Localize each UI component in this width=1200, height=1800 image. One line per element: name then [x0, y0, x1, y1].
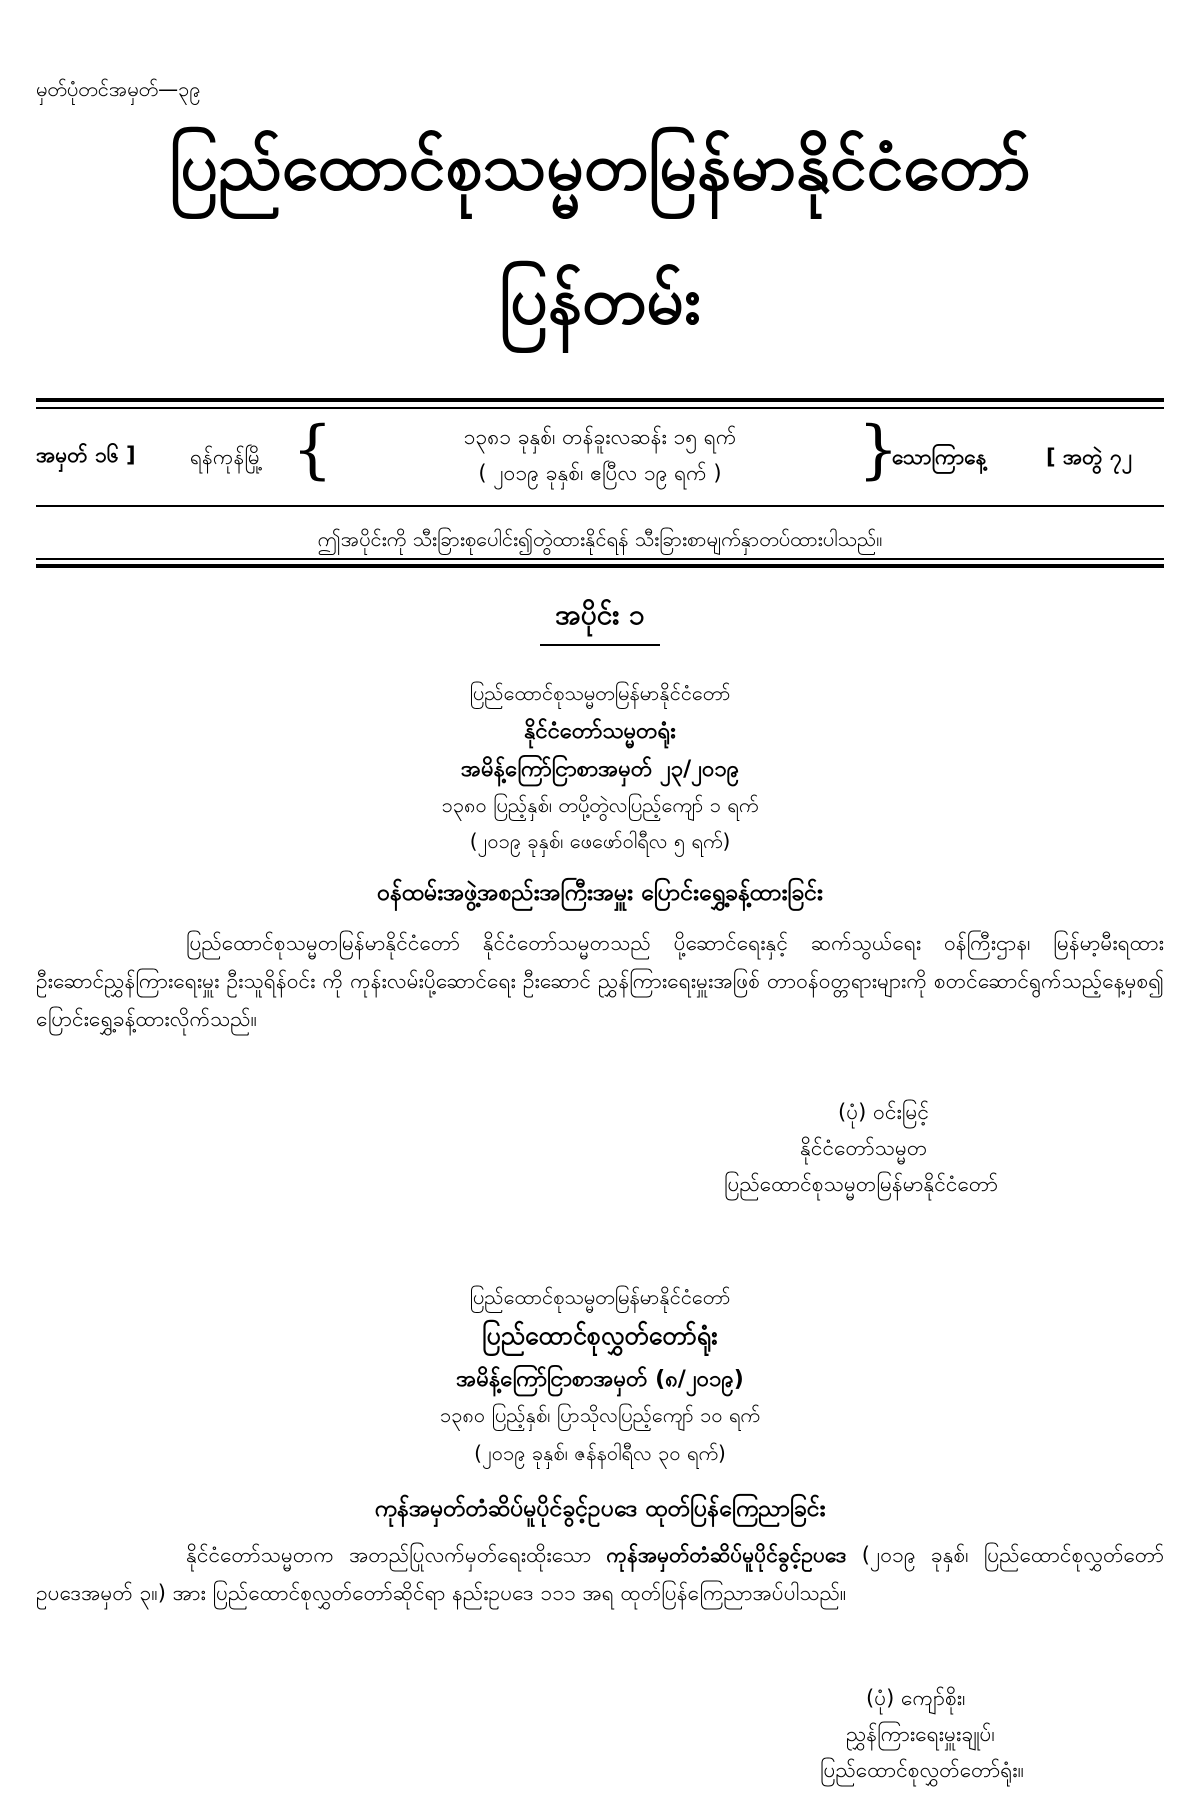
section-order-number: အမိန့်ကြော်ငြာစာအမှတ် (၈/၂၀၁၉) [456, 1367, 744, 1392]
section-heading: ကုန်အမှတ်တံဆိပ်မူပိုင်ခွင့်ဥပဒေ ထုတ်ပြန်ကြေညာခြင်း [374, 1496, 826, 1522]
section-body [36, 1536, 1164, 1612]
law-title: ကုန်အမှတ်တံဆိပ်မူပိုင်ခွင့်ဥပဒေ [606, 1543, 847, 1567]
section-date-gregorian: (၂၀၁၉ ခုနှစ်၊ ဖေဖော်ဝါရီလ ၅ ရက်) [469, 829, 731, 853]
signature-line: (ပုံ) ဝင်းမြင့် [838, 1100, 929, 1124]
section-office: နိုင်ငံတော်သမ္မတရုံး [524, 719, 676, 744]
issue-volume: [ အတွဲ ၇၂ [1046, 445, 1133, 469]
header-rule-bottom-thick [36, 564, 1164, 568]
signature-line: ပြည်ထောင်စုသမ္မတမြန်မာနိုင်ငံတော် [724, 1172, 999, 1196]
registration-number: မှတ်ပုံတင်အမှတ်—၃၉ [36, 77, 201, 101]
gazette-country-title: ပြည်ထောင်စုသမ္မတမြန်မာနိုင်ငံတော် [169, 128, 1031, 205]
signature-block [0, 1680, 1200, 1788]
section-date-myanmar: ၁၃၈၀ ပြည့်နှစ်၊ ပြာသိုလပြည့်ကျော် ၁၀ ရက် [440, 1403, 760, 1427]
part-title-underline [540, 644, 660, 646]
header-rule-bottom-thin [36, 558, 1164, 560]
signature-line: နိုင်ငံတော်သမ္မတ [800, 1136, 928, 1160]
section-body: ပြည်ထောင်စုသမ္မတမြန်မာနိုင်ငံတော် နိုင်ငံတော်သမ္မတသည် ပို့ဆောင်ရေးနှင့် ဆက်သွယ်ရေး ဝန်ကြီးဌာန၊ မြန်မာ့မီးရထား ဦးဆောင်ညွှန်ကြားရေးမှူး ဦးသူရိန်ဝင်း ကို ကုန်းလမ်းပို့ဆောင်ရေး ဦးဆောင် ညွှန်ကြားရေးမှူးအဖြစ် တာဝန်ဝတ္တရားများကို စတင်ဆောင်ရွက်သည့်နေ့မှစ၍ ပြောင်းရွှေ့ခန့်ထားလိုက်သည်။ [36, 931, 1164, 1031]
right-brace: } [858, 413, 899, 487]
section-government: ပြည်ထောင်စုသမ္မတမြန်မာနိုင်ငံတော် [469, 1285, 731, 1309]
body-text: (၂၀၁၉ ခုနှစ်၊ ပြည်ထောင်စုလွှတ်တော်ဥပဒေအမှတ် ၃။) အား ပြည်ထောင်စုလွှတ်တော်ဆိုင်ရာ နည်းဥပဒေ ၁၁၁ အရ ထုတ်ပြန်ကြေညာအပ်ပါသည်။ [36, 1543, 1164, 1605]
section-date-gregorian: (၂၀၁၉ ခုနှစ်၊ ဇန်နဝါရီလ ၃၀ ရက်) [474, 1441, 726, 1465]
issue-date-gregorian: ( ၂၀၁၉ ခုနှစ်၊ ဧပြီလ ၁၉ ရက် ) [478, 461, 722, 485]
header-rule-top-thin [36, 407, 1164, 409]
signature-line: ညွှန်ကြားရေးမှူးချုပ်၊ [846, 1722, 995, 1746]
body-text: နိုင်ငံတော်သမ္မတက အတည်ပြုလက်မှတ်ရေးထိုးသော [186, 1543, 607, 1567]
left-brace: { [292, 413, 333, 487]
signature-block [0, 1094, 1200, 1202]
issue-number: အမှတ် ၁၆ ] [36, 443, 136, 467]
header-rule-middle [36, 505, 1164, 507]
separate-page-notice: ဤအပိုင်းကို သီးခြားစုပေါင်း၍တွဲထားနိုင်ရန် သီးခြားစာမျက်နှာတပ်ထားပါသည်။ [317, 527, 883, 551]
signature-line: ပြည်ထောင်စုလွှတ်တော်ရုံး။ [820, 1758, 1024, 1782]
section-heading: ဝန်ထမ်းအဖွဲ့အစည်းအကြီးအမှူး ပြောင်းရွှေ့ခန့်ထားခြင်း [377, 880, 823, 906]
part-title: အပိုင်း ၁ [555, 598, 645, 631]
issue-weekday: သောကြာနေ့ [892, 445, 987, 469]
issue-city: ရန်ကုန်မြို့ [190, 445, 264, 469]
gazette-title: ပြန်တမ်း [499, 262, 701, 339]
signature-line: (ပုံ) ကျော်စိုး၊ [866, 1686, 966, 1710]
section-order-number: အမိန့်ကြော်ငြာစာအမှတ် ၂၃/၂၀၁၉ [460, 757, 740, 782]
issue-date-myanmar: ၁၃၈၁ ခုနှစ်၊ တန်ခူးလဆန်း ၁၅ ရက် [463, 425, 737, 449]
section-date-myanmar: ၁၃၈၀ ပြည့်နှစ်၊ တပို့တွဲလပြည့်ကျော် ၁ ရက် [441, 793, 759, 817]
header-rule-top-thick [36, 398, 1164, 402]
section-government: ပြည်ထောင်စုသမ္မတမြန်မာနိုင်ငံတော် [469, 681, 731, 705]
section-office: ပြည်ထောင်စုလွှတ်တော်ရုံး [482, 1321, 718, 1350]
